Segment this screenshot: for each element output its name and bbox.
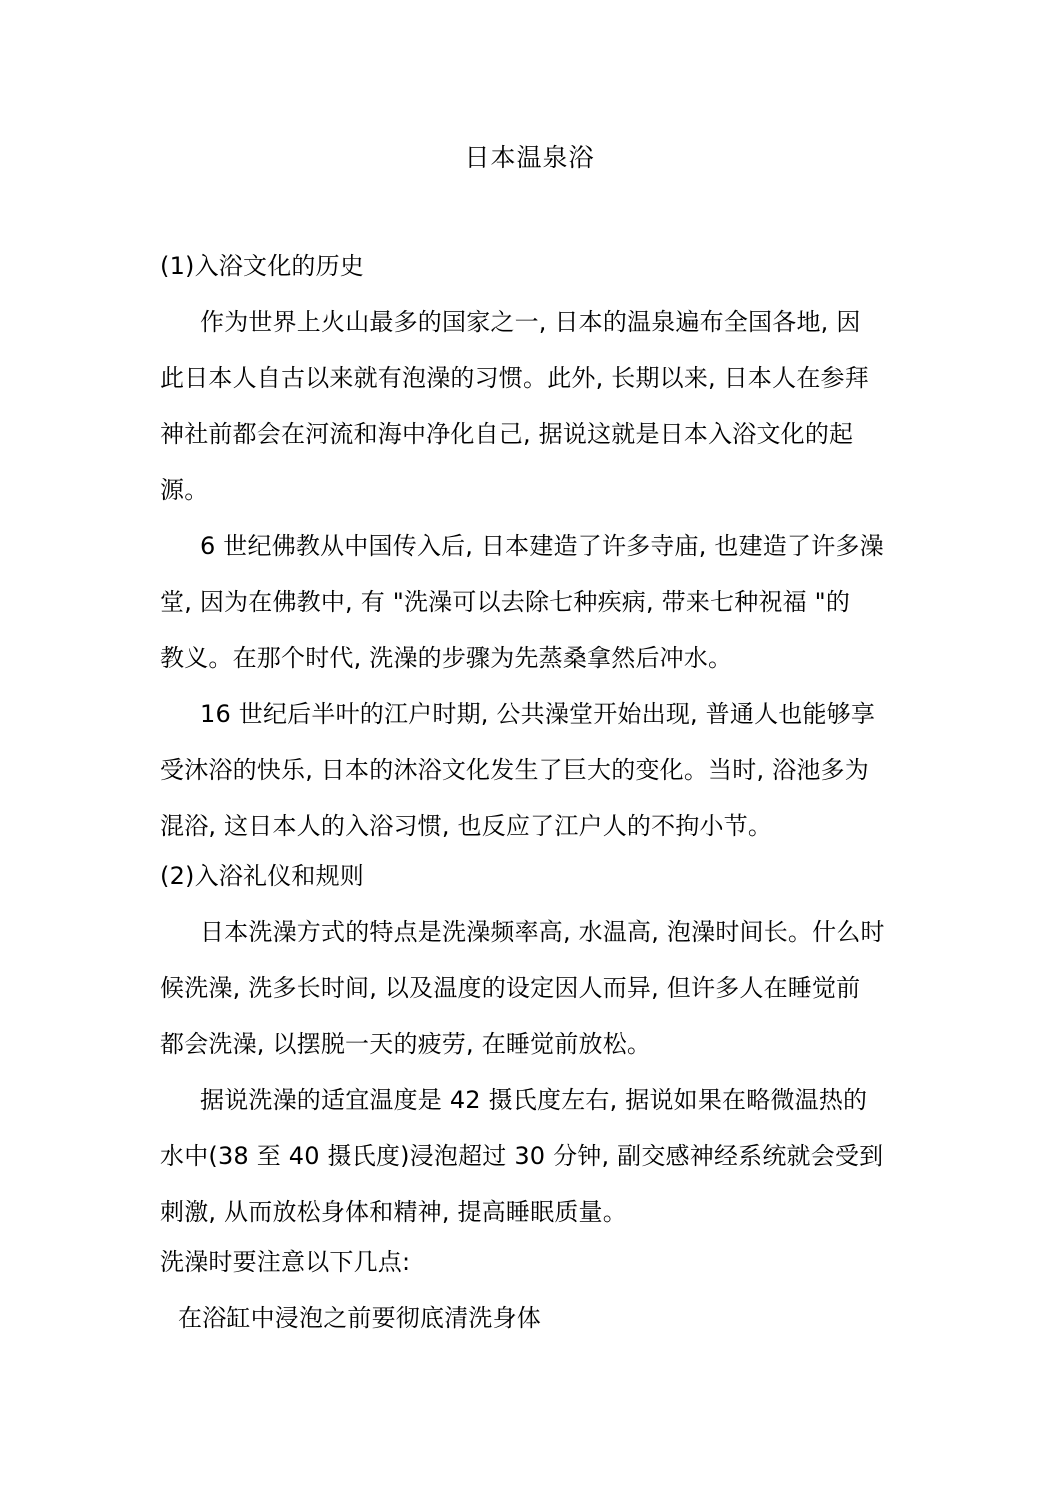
paragraph-line: 刺激, 从而放松身体和精神, 提高睡眠质量。 <box>160 1198 627 1226</box>
paragraph-line: 此日本人自古以来就有泡澡的习惯。此外, 长期以来, 日本人在参拜 <box>160 364 869 392</box>
paragraph-line: 受沐浴的快乐, 日本的沐浴文化发生了巨大的变化。当时, 浴池多为 <box>160 756 869 784</box>
document-title: 日本温泉浴 <box>464 143 595 172</box>
paragraph-line: 6 世纪佛教从中国传入后, 日本建造了许多寺庙, 也建造了许多澡 <box>200 532 884 560</box>
list-intro: 洗澡时要注意以下几点: <box>160 1248 411 1276</box>
paragraph-line: 候洗澡, 洗多长时间, 以及温度的设定因人而异, 但许多人在睡觉前 <box>160 974 861 1002</box>
paragraph-line: 神社前都会在河流和海中净化自己, 据说这就是日本入浴文化的起 <box>160 420 854 448</box>
paragraph-line: 堂, 因为在佛教中, 有 "洗澡可以去除七种疾病, 带来七种祝福 "的 <box>160 588 851 616</box>
paragraph-line: 日本洗澡方式的特点是洗澡频率高, 水温高, 泡澡时间长。什么时 <box>200 918 885 946</box>
paragraph-line: 16 世纪后半叶的江户时期, 公共澡堂开始出现, 普通人也能够享 <box>200 700 876 728</box>
paragraph-line: 水中(38 至 40 摄氏度)浸泡超过 30 分钟, 副交感神经系统就会受到 <box>160 1142 884 1170</box>
paragraph-line: 教义。在那个时代, 洗澡的步骤为先蒸桑拿然后冲水。 <box>160 644 733 672</box>
paragraph-line: 作为世界上火山最多的国家之一, 日本的温泉遍布全国各地, 因 <box>200 308 861 336</box>
paragraph-line: 据说洗澡的适宜温度是 42 摄氏度左右, 据说如果在略微温热的 <box>200 1086 868 1114</box>
paragraph-line: 混浴, 这日本人的入浴习惯, 也反应了江户人的不拘小节。 <box>160 812 773 840</box>
section-heading-etiquette: (2)入浴礼仪和规则 <box>160 862 364 890</box>
paragraph-line: 源。 <box>160 476 209 504</box>
paragraph-line: 都会洗澡, 以摆脱一天的疲劳, 在睡觉前放松。 <box>160 1030 652 1058</box>
list-item: 在浴缸中浸泡之前要彻底清洗身体 <box>178 1304 541 1332</box>
section-heading-history: (1)入浴文化的历史 <box>160 252 364 280</box>
